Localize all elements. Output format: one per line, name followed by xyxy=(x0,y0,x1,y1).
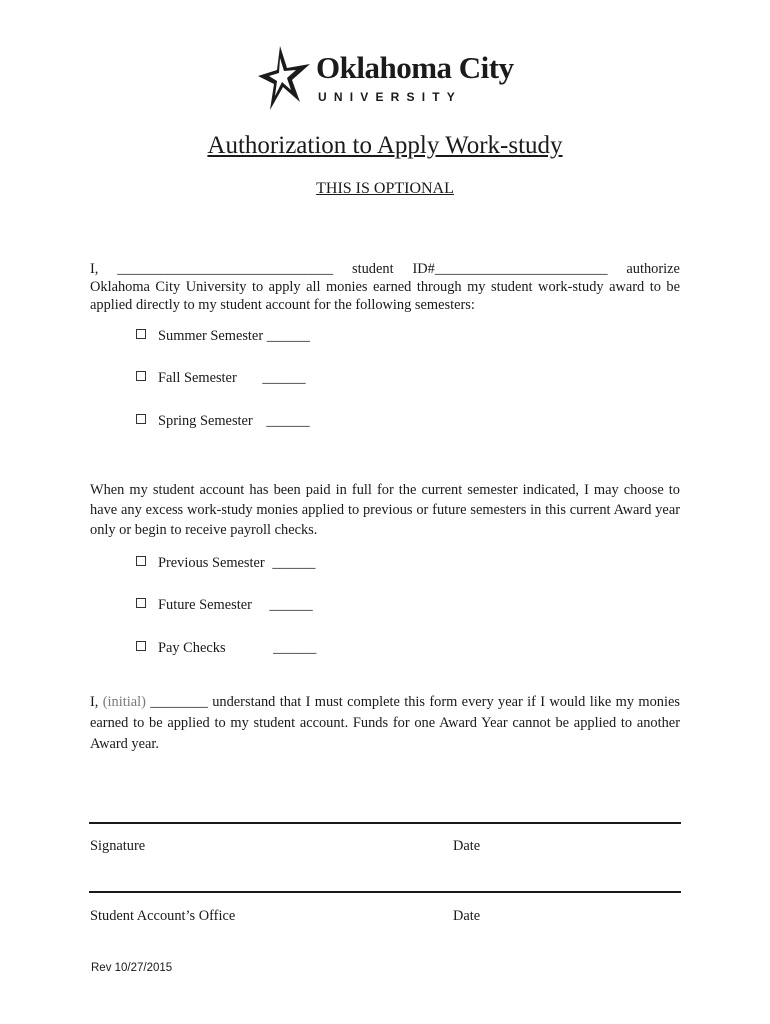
authorization-text: Oklahoma City University to apply all monies earned through my student work-study award to be applied directly to my student account for the following semesters: xyxy=(90,279,680,313)
option-fall-semester[interactable] xyxy=(136,370,306,388)
signature-date-label: Date xyxy=(453,838,481,854)
annual-renewal-paragraph xyxy=(90,692,680,755)
office-label: Student Account’s Office xyxy=(90,908,236,924)
checkbox[interactable] xyxy=(136,329,146,339)
initial-blank[interactable]: ________ xyxy=(150,694,208,710)
option-spring-semester[interactable] xyxy=(136,413,310,431)
option-previous-semester[interactable] xyxy=(136,555,316,573)
checkbox[interactable] xyxy=(136,556,146,566)
pronoun-i: I, xyxy=(90,694,99,710)
logo-name: Oklahoma City xyxy=(316,50,514,85)
page-title: Authorization to Apply Work-study xyxy=(207,132,563,159)
option-blank[interactable]: ______ xyxy=(266,413,310,429)
option-blank[interactable]: ______ xyxy=(272,555,316,571)
option-summer-semester[interactable] xyxy=(136,328,310,346)
renewal-text: understand that I must complete this form every year if I would like my monies earned to be applied to my student account. Funds for one Award Year cannot be applied to another Award year. xyxy=(90,694,680,752)
star-icon xyxy=(256,44,312,114)
excess-monies-paragraph: When my student account has been paid in full for the current semester indicated, I may choose to have any excess work-study monies applied to previous or future semesters in this current Award year only or begin to receive payroll checks. xyxy=(90,482,680,538)
option-label: Previous Semester xyxy=(158,555,265,571)
option-label: Pay Checks xyxy=(158,640,226,656)
option-blank[interactable]: ______ xyxy=(262,370,306,386)
initial-label: (initial) xyxy=(102,694,146,710)
option-label: Spring Semester xyxy=(158,413,253,429)
option-label: Summer Semester xyxy=(158,328,264,344)
option-blank[interactable]: ______ xyxy=(266,328,310,344)
revision-note: Rev 10/27/2015 xyxy=(91,962,173,974)
authorize-word: authorize xyxy=(626,261,680,277)
option-pay-checks[interactable] xyxy=(136,640,316,658)
option-label: Fall Semester xyxy=(158,370,237,386)
option-blank[interactable]: ______ xyxy=(269,597,313,613)
pronoun-i: I, xyxy=(90,261,99,277)
student-id-blank[interactable]: ID#________________________ xyxy=(412,261,608,277)
option-label: Future Semester xyxy=(158,597,252,613)
checkbox[interactable] xyxy=(136,414,146,424)
office-date-label: Date xyxy=(453,908,481,924)
signature-line[interactable] xyxy=(89,822,681,824)
logo-subtitle: UNIVERSITY xyxy=(318,90,463,104)
authorization-first-line xyxy=(90,260,680,278)
option-future-semester[interactable] xyxy=(136,597,313,615)
option-blank[interactable]: ______ xyxy=(273,640,317,656)
name-blank[interactable]: ______________________________ xyxy=(117,261,334,277)
authorization-paragraph xyxy=(90,260,680,314)
office-signature-line[interactable] xyxy=(89,891,681,893)
student-word: student xyxy=(352,261,394,277)
signature-label: Signature xyxy=(90,838,146,854)
checkbox[interactable] xyxy=(136,371,146,381)
optional-note: THIS IS OPTIONAL xyxy=(316,180,454,197)
checkbox[interactable] xyxy=(136,641,146,651)
checkbox[interactable] xyxy=(136,598,146,608)
university-logo xyxy=(256,44,526,116)
